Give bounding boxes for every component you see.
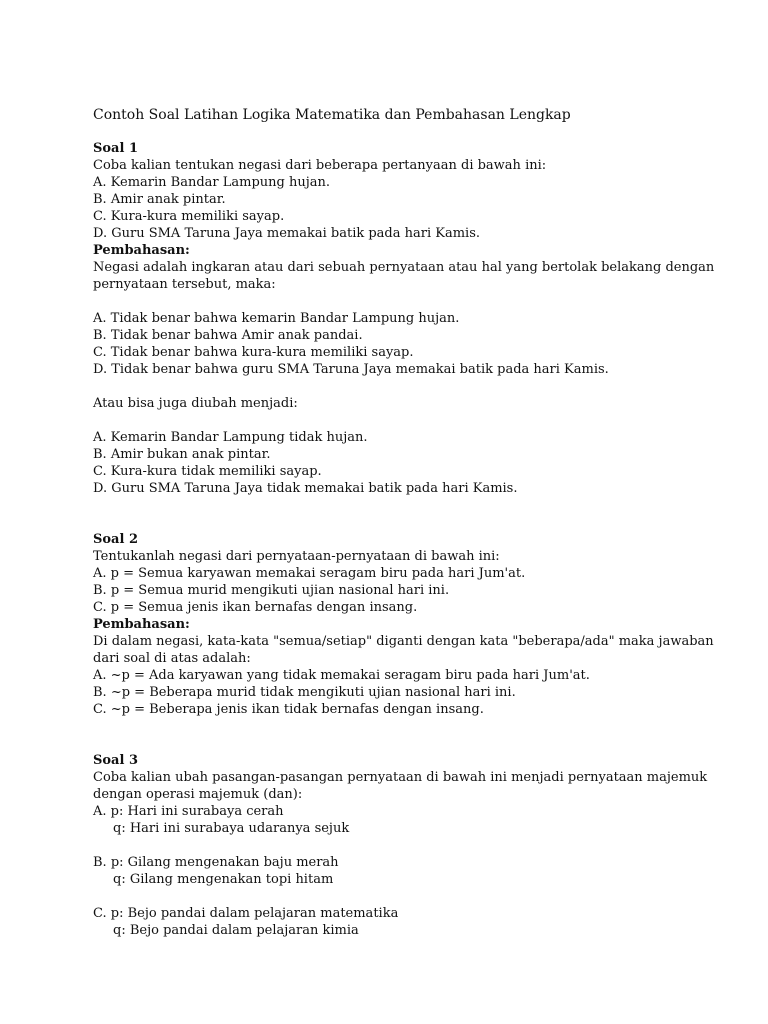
spacer: [93, 412, 683, 429]
soal2-answer-a: A. ~p = Ada karyawan yang tidak memakai seragam biru pada hari Jum'at.: [93, 668, 590, 683]
soal3-pair-a-p: A. p: Hari ini surabaya cerah: [93, 804, 284, 819]
soal1-item-d: D. Guru SMA Taruna Jaya memakai batik pada hari Kamis.: [93, 226, 481, 241]
soal3-pair-b-p: B. p: Gilang mengenakan baju merah: [93, 855, 339, 870]
soal1-alt-answer-a: A. Kemarin Bandar Lampung tidak hujan.: [93, 430, 368, 445]
soal3-pair-c-p: C. p: Bejo pandai dalam pelajaran matematika: [93, 906, 399, 921]
soal3-prompt-line: dengan operasi majemuk (dan):: [93, 787, 303, 802]
soal2-pembahasan-label: Pembahasan:: [93, 617, 190, 632]
soal1-item-a: A. Kemarin Bandar Lampung hujan.: [93, 175, 331, 190]
spacer: [93, 888, 683, 905]
soal3-heading: Soal 3: [93, 753, 138, 768]
soal2-item-b: B. p = Semua murid mengikuti ujian nasional hari ini.: [93, 583, 450, 598]
soal1-explanation-line: Negasi adalah ingkaran atau dari sebuah pernyataan atau hal yang bertolak belakang dengan: [93, 260, 715, 275]
spacer: [93, 497, 683, 531]
spacer: [93, 837, 683, 854]
soal2-prompt: Tentukanlah negasi dari pernyataan-pernyataan di bawah ini:: [93, 549, 500, 564]
soal1-pembahasan-label: Pembahasan:: [93, 243, 190, 258]
soal3-pair-a-q: q: Hari ini surabaya udaranya sejuk: [113, 821, 350, 836]
soal2-explanation-line: Di dalam negasi, kata-kata "semua/setiap" diganti dengan kata "beberapa/ada" maka jawaban: [93, 634, 714, 649]
spacer: [93, 293, 683, 310]
soal1-item-c: C. Kura-kura memiliki sayap.: [93, 209, 285, 224]
soal1-item-b: B. Amir anak pintar.: [93, 192, 226, 207]
soal3-pair-b-q: q: Gilang mengenakan topi hitam: [113, 872, 334, 887]
soal2-answer-c: C. ~p = Beberapa jenis ikan tidak bernafas dengan insang.: [93, 702, 484, 717]
soal2-item-c: C. p = Semua jenis ikan bernafas dengan insang.: [93, 600, 418, 615]
soal2-item-a: A. p = Semua karyawan memakai seragam biru pada hari Jum'at.: [93, 566, 526, 581]
soal2-explanation-line: dari soal di atas adalah:: [93, 651, 251, 666]
soal1-answer-b: B. Tidak benar bahwa Amir anak pandai.: [93, 328, 363, 343]
soal2-answer-b: B. ~p = Beberapa murid tidak mengikuti ujian nasional hari ini.: [93, 685, 516, 700]
soal3-prompt-line: Coba kalian ubah pasangan-pasangan pernyataan di bawah ini menjadi pernyataan majemuk: [93, 770, 708, 785]
document-title: Contoh Soal Latihan Logika Matematika dan Pembahasan Lengkap: [93, 107, 571, 123]
soal1-alt-answer-d: D. Guru SMA Taruna Jaya tidak memakai batik pada hari Kamis.: [93, 481, 518, 496]
soal1-alt-answer-c: C. Kura-kura tidak memiliki sayap.: [93, 464, 322, 479]
soal1-alt-answer-b: B. Amir bukan anak pintar.: [93, 447, 271, 462]
soal3-pair-c-q: q: Bejo pandai dalam pelajaran kimia: [113, 923, 359, 938]
soal1-alt-intro: Atau bisa juga diubah menjadi:: [93, 396, 298, 411]
soal2-heading: Soal 2: [93, 532, 138, 547]
spacer: [93, 378, 683, 395]
soal1-prompt: Coba kalian tentukan negasi dari beberapa pertanyaan di bawah ini:: [93, 158, 547, 173]
soal1-heading: Soal 1: [93, 141, 138, 156]
soal1-answer-c: C. Tidak benar bahwa kura-kura memiliki sayap.: [93, 345, 414, 360]
soal1-answer-a: A. Tidak benar bahwa kemarin Bandar Lampung hujan.: [93, 311, 460, 326]
soal1-explanation-line: pernyataan tersebut, maka:: [93, 277, 276, 292]
spacer: [93, 718, 683, 752]
soal1-answer-d: D. Tidak benar bahwa guru SMA Taruna Jaya memakai batik pada hari Kamis.: [93, 362, 609, 377]
document-content: [93, 105, 715, 939]
